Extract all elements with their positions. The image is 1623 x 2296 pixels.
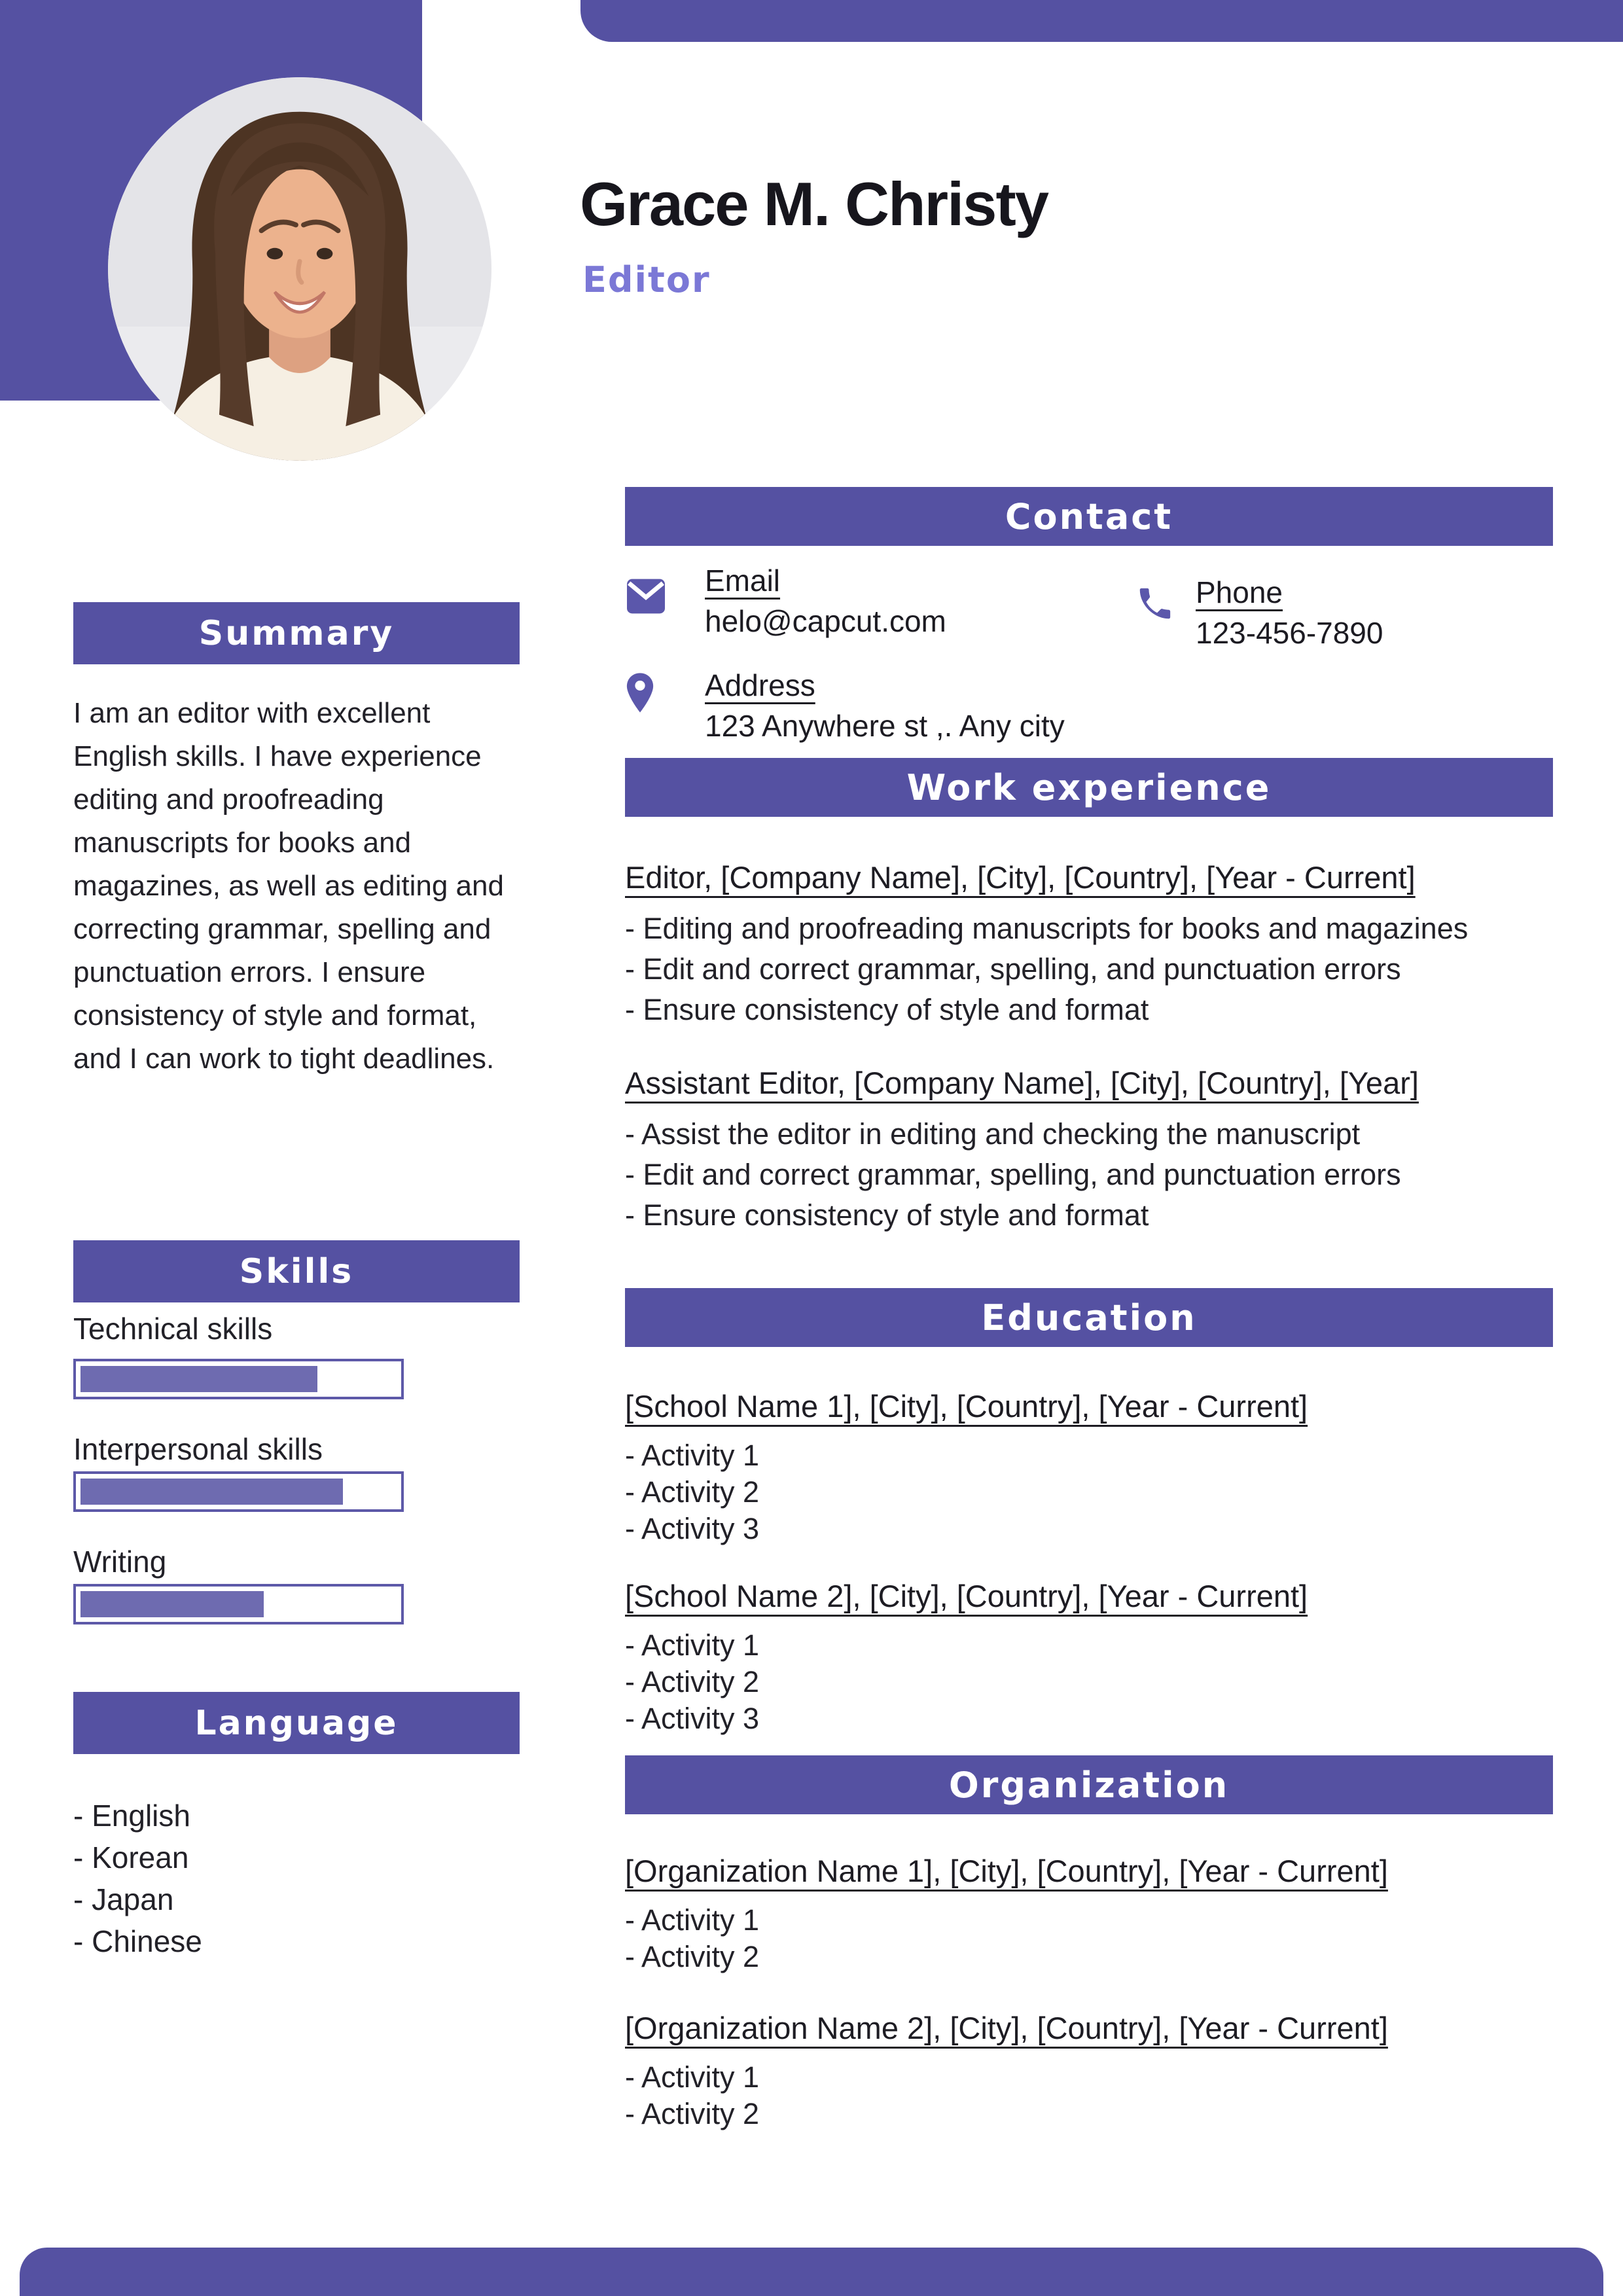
job-bullets: [625, 1114, 1508, 1236]
skills-heading: Skills: [73, 1240, 520, 1302]
bullet: - Activity 2: [625, 1475, 760, 1509]
job-title: Editor: [582, 259, 711, 300]
language-item: - Korean: [73, 1840, 189, 1874]
organization-title-line: [Organization Name 1], [City], [Country], [Year - Current]: [625, 1854, 1388, 1888]
contact-section: [625, 487, 1553, 744]
school-title-line: [School Name 1], [City], [Country], [Year - Current]: [625, 1389, 1308, 1424]
language-item: - Chinese: [73, 1924, 202, 1958]
profile-photo: [108, 77, 491, 461]
page-title: Grace M. Christy: [580, 170, 1048, 238]
job-title-line: Editor, [Company Name], [City], [Country], [Year - Current]: [625, 860, 1416, 895]
skill-bar-fill: [80, 1591, 264, 1617]
phone-icon: [1135, 585, 1196, 623]
organization-bullets: [625, 1902, 1508, 1975]
language-section: [73, 1692, 520, 1962]
organization-title-line: [Organization Name 2], [City], [Country], [Year - Current]: [625, 2011, 1388, 2045]
summary-section: [73, 602, 520, 1081]
school-title-line: [School Name 2], [City], [Country], [Year - Current]: [625, 1579, 1308, 1613]
phone-value: 123-456-7890: [1196, 616, 1383, 650]
bullet: - Activity 1: [625, 1628, 760, 1662]
skill-label: Interpersonal skills: [73, 1432, 323, 1466]
bullet: - Edit and correct grammar, spelling, and punctuation errors: [625, 952, 1401, 986]
language-item: - English: [73, 1799, 190, 1833]
bullet: - Activity 1: [625, 1439, 760, 1472]
job-title-line: Assistant Editor, [Company Name], [City], [Country], [Year]: [625, 1066, 1419, 1100]
bullet: - Activity 2: [625, 2097, 760, 2130]
bullet: - Activity 3: [625, 1702, 760, 1735]
contact-phone-row: [1135, 575, 1383, 651]
bullet: - Assist the editor in editing and checking the manuscript: [625, 1117, 1361, 1151]
phone-label: Phone: [1196, 575, 1283, 609]
bullet: - Activity 1: [625, 2060, 760, 2094]
education-section: [625, 1288, 1553, 1737]
summary-heading: Summary: [73, 602, 520, 664]
education-heading: Education: [625, 1288, 1553, 1347]
summary-text: I am an editor with excellent English skills. I have experience editing and proofreading manuscripts for books and magazines, as well as editing and correcting grammar, spelling and punctuation errors. I ensure consistency of style and format, and I can work to tight deadlines.: [73, 697, 504, 1075]
email-icon: [625, 577, 705, 615]
school-bullets: [625, 1437, 1508, 1547]
job-bullets: [625, 908, 1508, 1030]
bullet: - Ensure consistency of style and format: [625, 993, 1149, 1026]
skills-section: [73, 1240, 520, 1624]
work-experience-heading: Work experience: [625, 758, 1553, 817]
bullet: - Activity 3: [625, 1512, 760, 1545]
bullet: - Activity 2: [625, 1940, 760, 1973]
organization-heading: Organization: [625, 1755, 1553, 1814]
top-accent-bar: [580, 0, 1623, 42]
address-icon: [625, 672, 705, 715]
organization-bullets: [625, 2059, 1508, 2132]
skill-bar-fill: [80, 1479, 343, 1505]
skill-bar: [73, 1471, 404, 1512]
avatar-illustration: [108, 77, 491, 461]
language-heading: Language: [73, 1692, 520, 1754]
work-experience-section: [625, 758, 1553, 1236]
contact-email-row: [625, 563, 1553, 639]
bullet: - Editing and proofreading manuscripts for books and magazines: [625, 912, 1469, 945]
address-value: 123 Anywhere st ,. Any city: [705, 709, 1065, 743]
bullet: - Edit and correct grammar, spelling, and punctuation errors: [625, 1158, 1401, 1191]
contact-heading: Contact: [625, 487, 1553, 546]
skill-bar-fill: [80, 1366, 317, 1392]
organization-section: [625, 1755, 1553, 2132]
skill-bar: [73, 1359, 404, 1399]
bullet: - Activity 1: [625, 1903, 760, 1937]
skill-label: Writing: [73, 1545, 167, 1579]
email-label: Email: [705, 564, 781, 598]
language-item: - Japan: [73, 1882, 174, 1916]
bullet: - Ensure consistency of style and format: [625, 1198, 1149, 1232]
school-bullets: [625, 1627, 1508, 1737]
contact-address-row: [625, 668, 1553, 744]
bullet: - Activity 2: [625, 1665, 760, 1698]
skill-label: Technical skills: [73, 1312, 273, 1346]
email-value: helo@capcut.com: [705, 604, 946, 638]
language-list: [73, 1795, 520, 1962]
skill-bar: [73, 1584, 404, 1624]
address-label: Address: [705, 668, 815, 702]
bottom-accent-bar: [20, 2248, 1603, 2296]
